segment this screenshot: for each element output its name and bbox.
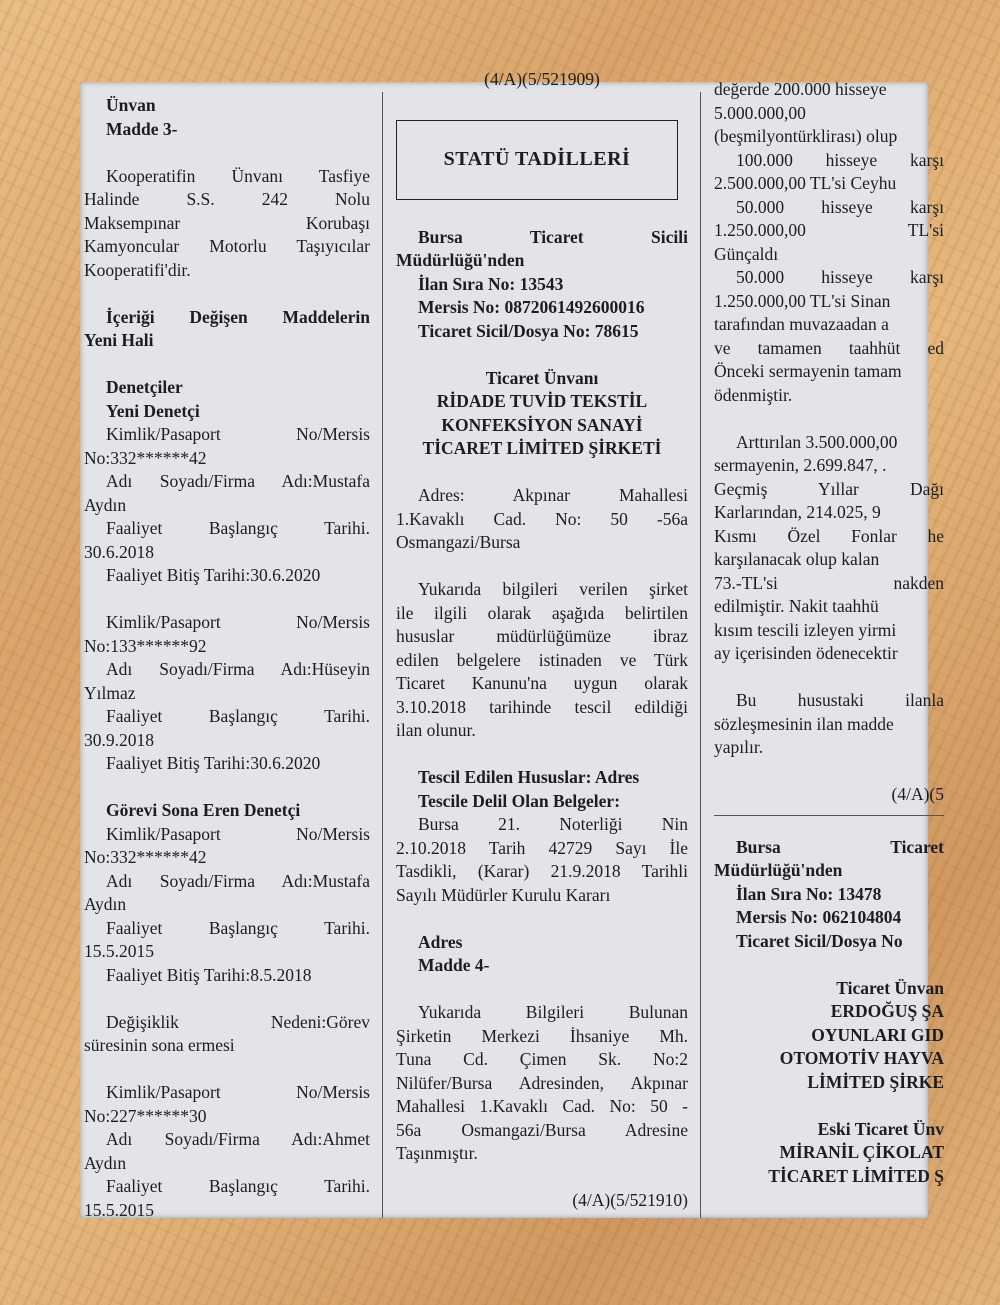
heading-line: İçeriği Değişen Maddelerin xyxy=(106,306,370,327)
heading-line: Tescile Delil Olan Belgeler: xyxy=(418,790,621,811)
text-line: edilen belgelere istinaden ve Türk xyxy=(396,649,688,670)
text-line: Aydın xyxy=(84,1152,127,1173)
heading-line: Bursa Ticaret Sicili xyxy=(418,226,688,247)
text-line: ilan olunur. xyxy=(396,720,476,740)
text-line: 56a Osmangazi/Bursa Adresine xyxy=(396,1119,688,1140)
paragraph-gap xyxy=(84,141,370,165)
heading-line: Yeni Denetçi xyxy=(106,400,200,421)
text-line: Kooperatifi'dir. xyxy=(84,259,191,280)
text-line: 1.250.000,00 TL'si Sinan xyxy=(714,290,891,311)
text-line: yapılır. xyxy=(714,737,764,757)
text-line: Kooperatifin Ünvanı Tasfiye xyxy=(106,165,370,186)
heading-line: Müdürlüğü'nden xyxy=(714,860,843,880)
text-line: 1.Kavaklı Cad. No: 50 -56a xyxy=(396,508,688,529)
heading-line: Mersis No: 0872061492600016 xyxy=(418,297,645,317)
text-line: Adı Soyadı/Firma Adı:Hüseyin xyxy=(106,659,370,679)
text-line: 100.000 hisseye karşı xyxy=(736,149,944,170)
heading-line: Ticaret Ünvan xyxy=(836,977,944,998)
heading-line: Müdürlüğü'nden xyxy=(396,250,525,270)
text-line: Kamyoncular Motorlu Taşıyıcılar xyxy=(84,236,370,256)
text-line: Osmangazi/Bursa xyxy=(396,532,521,552)
text-line: Kısmı Özel Fonlar he xyxy=(714,525,944,546)
text-line: ile ilgili olarak aşağıda belirtilen xyxy=(396,602,688,623)
text-line: edilmiştir. Nakit taahhü xyxy=(714,596,879,616)
newspaper-page xyxy=(80,69,944,1220)
heading-line: Madde 3- xyxy=(106,118,178,139)
text-line: Önceki sermayenin tamam xyxy=(714,361,902,381)
heading-line: Madde 4- xyxy=(418,955,490,975)
text-line: Faaliyet Bitiş Tarihi:30.6.2020 xyxy=(106,565,321,585)
text-line: Tuna Cd. Çimen Sk. No:2 xyxy=(396,1049,688,1069)
text-line: Faaliyet Başlangıç Tarihi. xyxy=(106,706,370,726)
paragraph-gap xyxy=(714,824,944,836)
text-line: Faaliyet Başlangıç Tarihi. xyxy=(106,518,370,538)
text-line: Maksempınar Korubaşı xyxy=(84,212,370,233)
heading-line: Bursa Ticaret xyxy=(736,836,944,857)
paragraph-gap xyxy=(84,588,370,612)
text-line: 15.5.2015 xyxy=(84,941,154,961)
text-line: 30.9.2018 xyxy=(84,729,154,750)
text-line: Şirketin Merkezi İhsaniye Mh. xyxy=(396,1025,688,1046)
text-line: Yukarıda Bilgileri Bulunan xyxy=(418,1002,688,1022)
column-divider xyxy=(700,92,701,1218)
text-line: Kimlik/Pasaport No/Mersis xyxy=(106,1082,370,1102)
paragraph-gap xyxy=(714,407,944,431)
paragraph-gap xyxy=(714,760,944,784)
heading-line: Mersis No: 062104804 xyxy=(736,907,902,927)
text-line: Günçaldı xyxy=(714,243,779,264)
text-line: (beşmilyontürklirası) olup xyxy=(714,126,898,146)
text-line: 3.10.2018 tarihinde tescil edildiği xyxy=(396,696,688,717)
heading-line: RİDADE TUVİD TEKSTİL xyxy=(436,391,648,411)
section-divider xyxy=(714,815,944,816)
text-line: Karlarından, 214.025, 9 xyxy=(714,502,881,522)
text-line: 50.000 hisseye karşı xyxy=(736,196,944,217)
paragraph-gap xyxy=(396,1166,688,1190)
text-line: Taşınmıştır. xyxy=(396,1143,478,1163)
text-line: (4/A)(5/521910) xyxy=(572,1190,688,1210)
text-line: Sayılı Müdürler Kurulu Kararı xyxy=(396,884,611,905)
text-line: ve tamamen taahhüt ed xyxy=(714,337,944,358)
text-line: 1.250.000,00 TL'si xyxy=(714,220,944,240)
text-line: 5.000.000,00 xyxy=(714,102,806,123)
paragraph-gap xyxy=(396,555,688,579)
heading-line: Ticaret Sicil/Dosya No xyxy=(736,930,903,951)
text-line: Geçmiş Yıllar Dağı xyxy=(714,478,944,499)
paragraph-gap xyxy=(396,343,688,367)
text-line: sermayenin, 2.699.847, . xyxy=(714,455,887,475)
text-line: Adı Soyadı/Firma Adı:Mustafa xyxy=(106,471,370,491)
text-line: Kimlik/Pasaport No/Mersis xyxy=(106,424,370,444)
text-line: No:332******42 xyxy=(84,847,207,867)
heading-line: Adres xyxy=(418,931,463,952)
heading-line: ERDOĞUŞ ŞA xyxy=(830,1001,944,1021)
heading-line: Tescil Edilen Hususlar: Adres xyxy=(418,767,640,787)
announcement-body xyxy=(396,226,688,1213)
text-line: Mahallesi 1.Kavaklı Cad. No: 50 - xyxy=(396,1096,688,1116)
heading-line: KONFEKSİYON SANAYİ xyxy=(441,414,643,435)
top-reference: (4/A)(5/521909) xyxy=(484,69,600,89)
text-line: Yukarıda bilgileri verilen şirket xyxy=(418,579,688,599)
paragraph-gap xyxy=(714,953,944,977)
text-line: değerde 200.000 hisseye xyxy=(714,79,887,99)
text-line: No:227******30 xyxy=(84,1105,207,1126)
text-line: Ticaret Kanunu'na uygun olarak xyxy=(396,673,688,693)
text-line: Bu husustaki ilanla xyxy=(736,690,944,710)
column-middle xyxy=(396,69,688,1218)
heading-line: TİCARET LİMİTED Ş xyxy=(768,1165,944,1186)
text-line: 2.500.000,00 TL'si Ceyhu xyxy=(714,173,897,193)
text-line: sözleşmesinin ilan madde xyxy=(714,713,894,734)
paragraph-gap xyxy=(714,1094,944,1118)
heading-line: LİMİTED ŞİRKE xyxy=(807,1071,944,1092)
paragraph-gap xyxy=(396,743,688,767)
text-line: Değişiklik Nedeni:Görev xyxy=(106,1011,370,1032)
heading-line: Eski Ticaret Ünv xyxy=(817,1118,944,1139)
text-line: karşılanacak olup kalan xyxy=(714,549,880,569)
paragraph-gap xyxy=(714,666,944,690)
text-line: ay içerisinden ödenecektir xyxy=(714,643,898,663)
column-right xyxy=(714,79,944,1218)
text-line: 2.10.2018 Tarih 42729 Sayı İle xyxy=(396,837,688,858)
text-line: tarafından muvazaadan a xyxy=(714,314,889,334)
heading-line: TİCARET LİMİTED ŞİRKETİ xyxy=(422,438,662,458)
text-line: 73.-TL'si nakden xyxy=(714,572,944,593)
heading-line: MİRANİL ÇİKOLAT xyxy=(779,1142,944,1162)
column-divider xyxy=(382,92,383,1218)
heading-line: Denetçiler xyxy=(106,377,183,397)
text-line: kısım tescili izleyen yirmi xyxy=(714,619,897,640)
text-line: Kimlik/Pasaport No/Mersis xyxy=(106,612,370,632)
text-line: Arttırılan 3.500.000,00 xyxy=(736,431,898,452)
text-line: Adı Soyadı/Firma Adı:Mustafa xyxy=(106,870,370,891)
text-line: Tasdikli, (Karar) 21.9.2018 Tarihli xyxy=(396,861,688,881)
text-line: ödenmiştir. xyxy=(714,384,793,405)
heading-line: İlan Sıra No: 13543 xyxy=(418,273,564,294)
heading-line: Yeni Hali xyxy=(84,330,154,350)
text-line: Faaliyet Başlangıç Tarihi. xyxy=(106,1176,370,1196)
text-line: Aydın xyxy=(84,494,127,515)
text-line: Halinde S.S. 242 Nolu xyxy=(84,189,370,209)
heading-line: Ünvan xyxy=(106,95,156,115)
paragraph-gap xyxy=(396,907,688,931)
text-line: Yılmaz xyxy=(84,682,136,703)
text-line: Adı Soyadı/Firma Adı:Ahmet xyxy=(106,1129,370,1149)
paragraph-gap xyxy=(84,776,370,800)
text-line: Aydın xyxy=(84,894,127,914)
text-line: 30.6.2018 xyxy=(84,541,154,562)
text-line: hususlar müdürlüğümüze ibraz xyxy=(396,626,688,646)
text-line: 50.000 hisseye karşı xyxy=(736,267,944,287)
paragraph-gap xyxy=(84,1058,370,1082)
paragraph-gap xyxy=(84,282,370,306)
text-line: No:332******42 xyxy=(84,447,207,468)
heading-line: İlan Sıra No: 13478 xyxy=(736,883,882,904)
paragraph-gap xyxy=(84,353,370,377)
text-line: No:133******92 xyxy=(84,635,207,656)
text-line: Faaliyet Bitiş Tarihi:8.5.2018 xyxy=(106,964,312,985)
heading-line: Ticaret Ünvanı xyxy=(485,367,599,388)
heading-line: OYUNLARI GID xyxy=(811,1024,944,1045)
column-left xyxy=(84,82,370,1218)
paragraph-gap xyxy=(396,461,688,485)
section-title: STATÜ TADİLLERİ xyxy=(443,148,631,170)
text-line: süresinin sona ermesi xyxy=(84,1035,235,1055)
heading-line: OTOMOTİV HAYVA xyxy=(779,1048,944,1068)
heading-line: Ticaret Sicil/Dosya No: 78615 xyxy=(418,320,639,341)
heading-line: Görevi Sona Eren Denetçi xyxy=(106,800,301,820)
text-line: 15.5.2015 xyxy=(84,1199,154,1220)
paragraph-gap xyxy=(396,978,688,1002)
paragraph-gap xyxy=(84,987,370,1011)
text-line: Bursa 21. Noterliği Nin xyxy=(418,814,688,834)
text-line: Faaliyet Başlangıç Tarihi. xyxy=(106,917,370,938)
text-line: Faaliyet Bitiş Tarihi:30.6.2020 xyxy=(106,753,321,773)
section-title-box xyxy=(396,120,678,200)
text-line: Adres: Akpınar Mahallesi xyxy=(418,485,688,505)
text-line: (4/A)(5 xyxy=(891,784,944,804)
text-line: Kimlik/Pasaport No/Mersis xyxy=(106,823,370,844)
text-line: Nilüfer/Bursa Adresinden, Akpınar xyxy=(396,1072,688,1093)
